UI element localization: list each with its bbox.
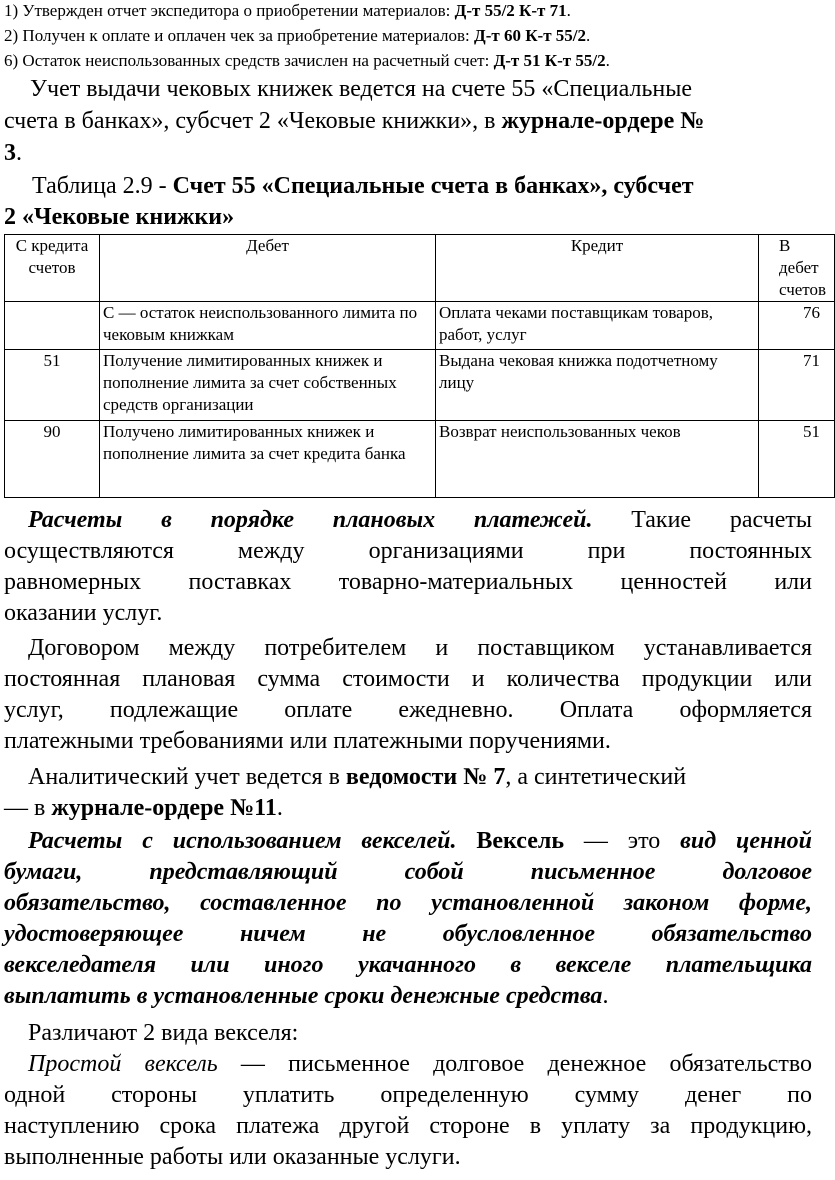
planned-line-3: равномерных поставках товарно-материальных ценностей или	[4, 569, 812, 595]
cell-debit: С — остаток неиспользованного лимита по чековым книжкам	[100, 302, 436, 350]
table-header-row	[5, 235, 835, 302]
contract-line-4: платежными требованиями или платежными поручениями.	[4, 728, 611, 754]
analytic-line-1: Аналитический учет ведется в ведомости № 7, а синтетический	[28, 764, 687, 790]
bills-line-4: удостоверяющее ничем не обусловленное обязательство	[4, 921, 812, 947]
table-caption-line-1: Таблица 2.9 - Счет 55 «Специальные счета в банках», субсчет	[32, 173, 694, 199]
bills-line-2: бумаги, представляющий собой письменное долговое	[4, 859, 812, 885]
cell-debit-account: 71	[759, 350, 835, 421]
header-credit: Кредит	[436, 235, 759, 302]
intro-line-1: Учет выдачи чековых книжек ведется на счете 55 «Специальные	[30, 76, 693, 102]
kinds-line-2: одной стороны уплатить определенную сумму денег по	[4, 1082, 812, 1108]
contract-line-1: Договором между потребителем и поставщиком устанавливается	[28, 635, 812, 661]
bills-line-1: Расчеты с использованием векселей. Вексель — это вид ценной	[28, 828, 812, 854]
table-row	[5, 302, 835, 350]
bills-paragraph	[0, 826, 812, 1012]
table-row	[5, 421, 835, 498]
header-debit: Дебет	[100, 235, 436, 302]
kinds-line-1: Простой вексель — письменное долговое денежное обязательство	[28, 1051, 812, 1077]
intro-line-2: счета в банках», субсчет 2 «Чековые книжки», в журнале-ордере №	[4, 108, 705, 134]
header-credit-accounts: С кредита счетов	[5, 235, 100, 302]
cell-credit-account: 51	[5, 350, 100, 421]
kinds-intro: Различают 2 вида векселя:	[28, 1020, 299, 1046]
bills-line-6: выплатить в установленные сроки денежные средства.	[4, 983, 609, 1009]
planned-payments-paragraph	[0, 505, 812, 629]
table-caption-line-2: 2 «Чековые книжки»	[4, 204, 235, 230]
entry-line-3: 6) Остаток неиспользованных средств зачислен на расчетный счет: Д-т 51 К-т 55/2.	[4, 51, 610, 70]
bills-line-3: обязательство, составленное по установленной законом форме,	[4, 890, 812, 916]
kinds-line-3: наступлению срока платежа другой стороне в уплату за продукцию,	[4, 1113, 812, 1139]
kinds-paragraph	[0, 1018, 812, 1173]
entry-line-2: 2) Получен к оплате и оплачен чек за приобретение материалов: Д-т 60 К-т 55/2.	[4, 26, 591, 45]
intro-line-3: 3.	[4, 140, 22, 166]
cell-credit: Оплата чеками поставщикам товаров, работ, услуг	[436, 302, 759, 350]
kinds-line-4: выполненные работы или оказанные услуги.	[4, 1144, 461, 1170]
cell-credit-account	[5, 302, 100, 350]
cell-debit-account: 76	[759, 302, 835, 350]
cell-debit: Получено лимитированных книжек и пополнение лимита за счет кредита банка	[100, 421, 436, 498]
analytic-paragraph	[0, 762, 812, 824]
cell-debit: Получение лимитированных книжек и пополнение лимита за счет собственных средств организации	[100, 350, 436, 421]
account-table	[4, 234, 835, 498]
planned-line-2: осуществляются между организациями при постоянных	[4, 538, 812, 564]
cell-credit: Выдана чековая книжка подотчетному лицу	[436, 350, 759, 421]
contract-line-2: постоянная плановая сумма стоимости и количества продукции или	[4, 666, 812, 692]
header-debit-accounts: В дебет счетов	[759, 235, 835, 302]
table-row	[5, 350, 835, 421]
contract-paragraph	[0, 633, 812, 757]
planned-line-1: Расчеты в порядке плановых платежей. Такие расчеты	[28, 507, 812, 533]
cell-debit-account: 51	[759, 421, 835, 498]
analytic-line-2: — в журнале-ордере №11.	[4, 795, 283, 821]
contract-line-3: услуг, подлежащие оплате ежедневно. Оплата оформляется	[4, 697, 812, 723]
planned-line-4: оказании услуг.	[4, 600, 163, 626]
entry-line-1: 1) Утвержден отчет экспедитора о приобретении материалов: Д-т 55/2 К-т 71.	[4, 1, 571, 20]
cell-credit-account: 90	[5, 421, 100, 498]
bills-line-5: векселедателя или иного укачанного в векселе плательщика	[4, 952, 812, 978]
cell-credit: Возврат неиспользованных чеков	[436, 421, 759, 498]
